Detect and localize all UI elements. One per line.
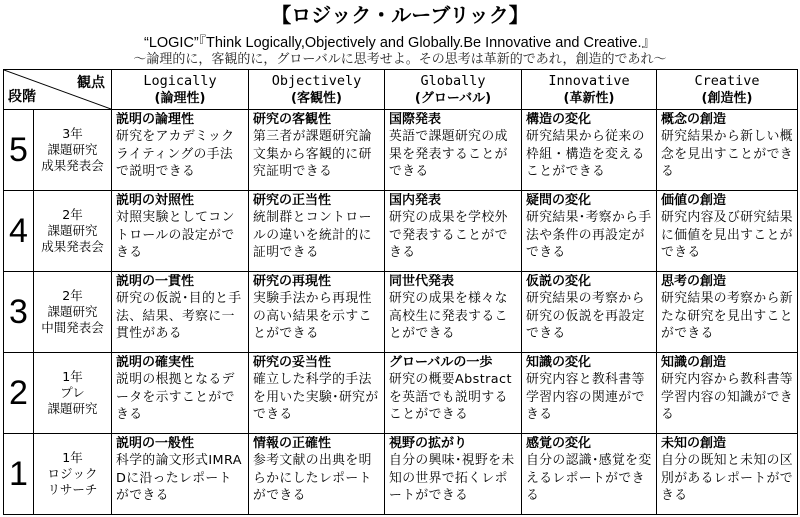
criterion-description: 自分の認識･感覚を変えるレポートができる [526, 453, 652, 503]
criterion-description: 研究結果の考察から研究の仮説を再設定できる [526, 291, 645, 341]
criterion-description: 確立した科学的手法を用いた実験･研究ができる [253, 372, 379, 422]
rubric-cell-globally [385, 353, 522, 434]
table-row [4, 434, 798, 515]
stage-line: 課題研究 [47, 142, 98, 157]
viewpoint-label: 観点 [77, 75, 105, 91]
criterion-title: 思考の創造 [661, 274, 727, 289]
rubric-cell-objectively [249, 191, 385, 272]
stage-line: プレ [60, 385, 85, 400]
level-number: 1 [4, 434, 34, 515]
rubric-cell-objectively [249, 353, 385, 434]
criterion-description: 説明の根拠となるデータを示すことができる [116, 372, 235, 422]
stage-label [34, 191, 112, 272]
rubric-cell-innovative [522, 191, 657, 272]
column-header-objectively: Objectively (客観性) [249, 70, 385, 110]
rubric-cell-innovative [522, 272, 657, 353]
criterion-description: 研究結果の考察から新たな研究を見出すことができる [661, 291, 793, 341]
level-number: 5 [4, 110, 34, 191]
stage-line: 1年 [62, 450, 83, 465]
stage-label [34, 353, 112, 434]
criterion-description: 研究をアカデミックライティングの手法で説明できる [116, 129, 235, 179]
rubric-table [3, 69, 798, 515]
rubric-cell-creative [657, 353, 798, 434]
rubric-cell-globally [385, 272, 522, 353]
rubric-cell-creative [657, 272, 798, 353]
criterion-title: 国際発表 [389, 112, 442, 127]
rubric-cell-logically [112, 110, 249, 191]
criterion-description: 英語で課題研究の成果を発表することができる [389, 129, 508, 179]
subtitle-slogan: “LOGIC”『Think Logically,Objectively and Globally.Be Innovative and Creative.』 [143, 35, 657, 51]
rubric-cell-logically [112, 434, 249, 515]
rubric-cell-innovative [522, 353, 657, 434]
table-row [4, 353, 798, 434]
rubric-cell-globally [385, 434, 522, 515]
criterion-description: 研究の概要Abstractを英語でも説明することができる [389, 372, 512, 422]
header-row [4, 70, 798, 110]
criterion-title: 知識の創造 [661, 355, 727, 370]
criterion-title: 説明の一貫性 [116, 274, 195, 289]
criterion-description: 科学的論文形式IMRADに沿ったレポートができる [116, 453, 242, 503]
rubric-cell-objectively [249, 434, 385, 515]
rubric-cell-creative [657, 191, 798, 272]
criterion-title: 説明の一般性 [116, 436, 195, 451]
criterion-description: 研究の成果を学校外で発表することができる [389, 210, 508, 260]
stage-line: 2年 [62, 288, 83, 303]
criterion-title: 説明の確実性 [116, 355, 195, 370]
criterion-title: 構造の変化 [526, 112, 592, 127]
level-number: 3 [4, 272, 34, 353]
stage-line: ロジック [47, 466, 98, 481]
criterion-description: 研究内容及び研究結果に価値を見出すことができる [661, 210, 793, 260]
stage-line: 3年 [62, 126, 83, 141]
criterion-description: 研究結果から新しい概念を見出すことができる [661, 129, 793, 179]
level-number: 2 [4, 353, 34, 434]
criterion-description: 自分の既知と未知の区別があるレポートができる [661, 453, 793, 503]
criterion-title: 仮説の変化 [526, 274, 592, 289]
rubric-cell-logically [112, 191, 249, 272]
criterion-title: 研究の妥当性 [253, 355, 332, 370]
criterion-title: 価値の創造 [661, 193, 727, 208]
stage-label [34, 272, 112, 353]
criterion-description: 第三者が課題研究論文集から客観的に研究証明できる [253, 129, 372, 179]
rubric-cell-objectively [249, 272, 385, 353]
stage-line: 中間発表会 [41, 320, 104, 335]
criterion-description: 研究結果･考察から手法や条件の再設定ができる [526, 210, 652, 260]
stage-line: 課題研究 [47, 401, 98, 416]
rubric-cell-creative [657, 110, 798, 191]
rubric-cell-creative [657, 434, 798, 515]
stage-label: 段階 [8, 89, 36, 105]
criterion-description: 統制群とコントロールの違いを統計的に証明できる [253, 210, 372, 260]
stage-line: 課題研究 [47, 304, 98, 319]
criterion-title: グローバルの一歩 [389, 355, 493, 370]
criterion-title: 感覚の変化 [526, 436, 592, 451]
stage-label [34, 434, 112, 515]
criterion-description: 実験手法から再現性の高い結果を示すことができる [253, 291, 372, 341]
criterion-title: 未知の創造 [661, 436, 727, 451]
column-header-logically: Logically (論理性) [112, 70, 249, 110]
criterion-title: 国内発表 [389, 193, 442, 208]
criterion-title: 研究の正当性 [253, 193, 332, 208]
criterion-title: 説明の論理性 [116, 112, 195, 127]
criterion-description: 研究の成果を様々な高校生に発表することができる [389, 291, 508, 341]
criterion-title: 情報の正確性 [253, 436, 332, 451]
rubric-cell-globally [385, 191, 522, 272]
criterion-title: 疑問の変化 [526, 193, 592, 208]
table-row [4, 272, 798, 353]
stage-line: 1年 [62, 369, 83, 384]
criterion-description: 研究内容と教科書等学習内容の関連ができる [526, 372, 645, 422]
header-corner [4, 70, 112, 110]
criterion-description: 対照実験としてコントロールの設定ができる [116, 210, 235, 260]
criterion-description: 参考文献の出典を明らかにしたレポートができる [253, 453, 372, 503]
subtitle-translation: ～論理的に，客観的に，グローバルに思考せよ。その思考は革新的であれ，創造的であれ～ [133, 52, 667, 67]
criterion-description: 研究内容から教科書等学習内容の知識ができる [661, 372, 793, 422]
column-header-globally: Globally (グローバル) [385, 70, 522, 110]
rubric-cell-globally [385, 110, 522, 191]
criterion-description: 研究結果から従来の枠組・構造を変えることができる [526, 129, 645, 179]
stage-line: 課題研究 [47, 223, 98, 238]
rubric-cell-objectively [249, 110, 385, 191]
criterion-title: 概念の創造 [661, 112, 727, 127]
stage-line: 成果発表会 [41, 239, 104, 254]
column-header-creative: Creative (創造性) [657, 70, 798, 110]
stage-label [34, 110, 112, 191]
stage-line: 成果発表会 [41, 158, 104, 173]
rubric-cell-innovative [522, 110, 657, 191]
page-title: 【ロジック・ルーブリック】 [271, 3, 529, 27]
criterion-title: 研究の客観性 [253, 112, 332, 127]
stage-line: 2年 [62, 207, 83, 222]
rubric-cell-logically [112, 272, 249, 353]
criterion-title: 説明の対照性 [116, 193, 195, 208]
rubric-cell-innovative [522, 434, 657, 515]
level-number: 4 [4, 191, 34, 272]
stage-line: リサーチ [47, 482, 98, 497]
criterion-title: 同世代発表 [389, 274, 455, 289]
criterion-title: 知識の変化 [526, 355, 592, 370]
column-header-innovative: Innovative (革新性) [522, 70, 657, 110]
criterion-title: 視野の拡がり [389, 436, 468, 451]
criterion-description: 研究の仮説･目的と手法、結果、考察に一貫性がある [116, 291, 242, 341]
table-row [4, 110, 798, 191]
table-row [4, 191, 798, 272]
rubric-cell-logically [112, 353, 249, 434]
criterion-title: 研究の再現性 [253, 274, 332, 289]
criterion-description: 自分の興味･視野を未知の世界で拓くレポートができる [389, 453, 515, 503]
